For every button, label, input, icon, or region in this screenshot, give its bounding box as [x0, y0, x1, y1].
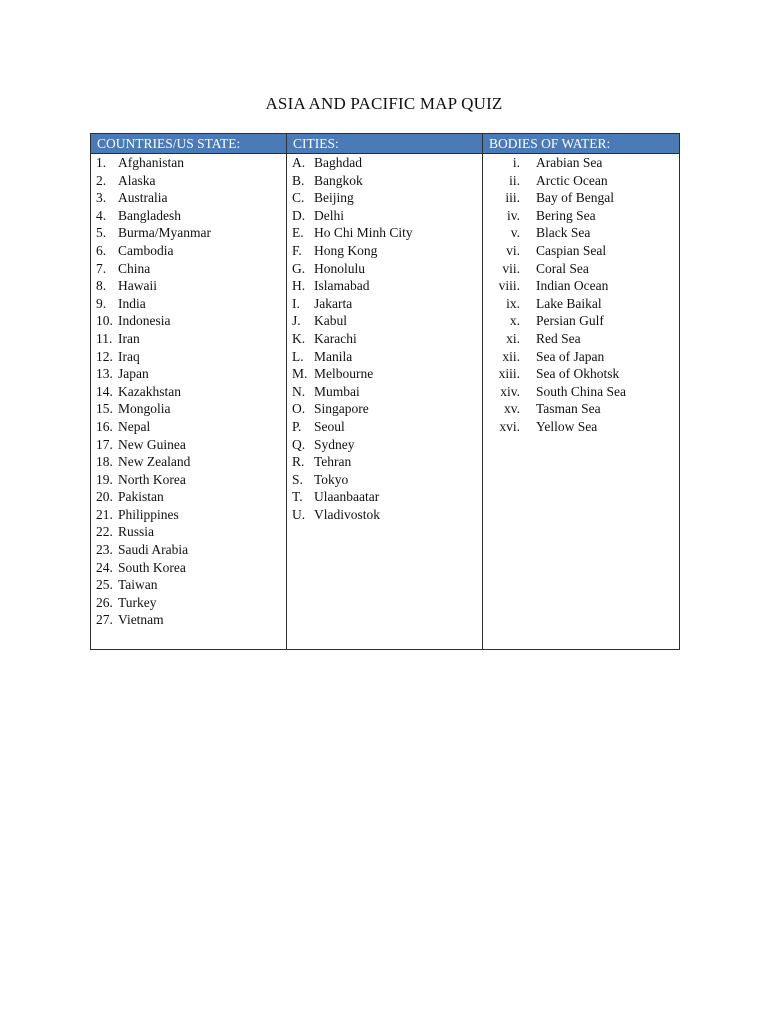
country-item — [96, 436, 286, 454]
item-marker: O. — [292, 401, 306, 417]
item-label: Sea of Okhotsk — [536, 366, 620, 382]
item-marker: 1. — [96, 155, 107, 170]
countries-cell — [91, 154, 287, 650]
item-marker: U. — [292, 506, 306, 522]
item-label: Melbourne — [314, 366, 374, 382]
item-label: Tehran — [314, 454, 352, 470]
item-label: Tasman Sea — [536, 401, 601, 417]
item-marker: 15. — [96, 401, 113, 417]
item-marker: 13. — [96, 366, 113, 382]
item-label: Taiwan — [118, 577, 158, 593]
item-label: Black Sea — [536, 225, 591, 241]
city-item — [292, 189, 482, 207]
item-marker: i. — [512, 155, 520, 170]
header-countries: COUNTRIES/US STATE: — [91, 134, 287, 154]
item-marker: K. — [292, 330, 306, 346]
water-body-item — [488, 207, 679, 225]
water-body-item — [488, 400, 679, 418]
item-label: Honolulu — [314, 260, 366, 276]
water-body-item — [488, 154, 679, 172]
item-marker: viii. — [498, 278, 520, 294]
water-body-item — [488, 418, 679, 436]
item-label: Nepal — [118, 418, 151, 434]
item-label: Coral Sea — [536, 260, 589, 276]
item-label: Kabul — [314, 313, 347, 329]
item-marker: E. — [292, 225, 304, 241]
item-label: Karachi — [314, 330, 357, 346]
item-label: New Zealand — [118, 454, 191, 470]
item-label: Russia — [118, 524, 155, 540]
item-label: Sea of Japan — [536, 348, 605, 364]
item-label: Bering Sea — [536, 207, 596, 223]
item-label: South China Sea — [536, 383, 626, 399]
water-body-item — [488, 312, 679, 330]
item-label: Ho Chi Minh City — [314, 225, 413, 241]
country-item — [96, 224, 286, 242]
item-label: Iran — [118, 330, 140, 346]
item-marker: H. — [292, 278, 306, 294]
body-row — [91, 154, 680, 650]
city-item — [292, 506, 482, 524]
city-item — [292, 365, 482, 383]
item-marker: 7. — [96, 260, 107, 276]
item-marker: iii. — [505, 190, 520, 206]
country-item — [96, 330, 286, 348]
item-label: Vladivostok — [314, 506, 380, 522]
quiz-table — [90, 133, 680, 650]
item-label: Bangkok — [314, 172, 363, 188]
item-marker: 5. — [96, 225, 107, 241]
item-marker: xiv. — [500, 383, 520, 399]
item-label: Philippines — [118, 506, 179, 522]
city-item — [292, 172, 482, 190]
item-marker: xi. — [506, 330, 520, 346]
item-label: Indonesia — [118, 313, 171, 329]
item-label: Kazakhstan — [118, 383, 181, 399]
item-marker: 9. — [96, 295, 107, 311]
item-label: Cambodia — [118, 242, 174, 258]
item-marker: 18. — [96, 454, 113, 470]
item-marker: 17. — [96, 436, 113, 452]
item-label: Manila — [314, 348, 353, 364]
city-item — [292, 154, 482, 172]
item-marker: 3. — [96, 190, 107, 206]
item-marker: vii. — [502, 260, 520, 276]
header-bodies-of-water: BODIES OF WATER: — [483, 134, 680, 154]
city-item — [292, 242, 482, 260]
country-item — [96, 523, 286, 541]
water-body-item — [488, 383, 679, 401]
item-marker: xvi. — [499, 418, 520, 434]
country-item — [96, 277, 286, 295]
item-label: Jakarta — [314, 295, 353, 311]
item-label: Persian Gulf — [536, 313, 604, 329]
item-marker: ix. — [506, 295, 520, 311]
city-item — [292, 436, 482, 454]
item-marker: T. — [292, 489, 303, 505]
item-label: Yellow Sea — [536, 418, 598, 434]
item-label: Alaska — [118, 172, 156, 188]
item-marker: 26. — [96, 594, 113, 610]
item-label: Mongolia — [118, 401, 171, 417]
water-body-item — [488, 172, 679, 190]
item-marker: J. — [292, 313, 301, 329]
country-item — [96, 418, 286, 436]
item-label: New Guinea — [118, 436, 186, 452]
item-marker: 11. — [96, 330, 113, 346]
item-marker: 12. — [96, 348, 113, 364]
city-item — [292, 488, 482, 506]
item-label: Pakistan — [118, 489, 164, 505]
item-label: China — [118, 260, 151, 276]
item-marker: 23. — [96, 542, 113, 558]
country-item — [96, 189, 286, 207]
item-marker: 22. — [96, 524, 113, 540]
item-label: Turkey — [118, 594, 157, 610]
item-marker: 16. — [96, 418, 113, 434]
item-marker: v. — [510, 225, 520, 241]
country-item — [96, 172, 286, 190]
item-marker: F. — [292, 242, 302, 258]
item-label: Red Sea — [536, 330, 581, 346]
city-item — [292, 348, 482, 366]
country-item — [96, 541, 286, 559]
item-label: Indian Ocean — [536, 278, 609, 294]
item-marker: 2. — [96, 172, 107, 188]
country-item — [96, 154, 286, 172]
item-marker: P. — [292, 418, 302, 434]
city-item — [292, 312, 482, 330]
city-item — [292, 418, 482, 436]
item-marker: S. — [292, 471, 303, 487]
city-item — [292, 295, 482, 313]
water-body-item — [488, 330, 679, 348]
header-cities: CITIES: — [287, 134, 483, 154]
water-body-item — [488, 348, 679, 366]
bodies-of-water-cell — [483, 154, 680, 650]
item-marker: B. — [292, 172, 305, 188]
country-item — [96, 295, 286, 313]
header-row — [91, 134, 680, 154]
water-body-item — [488, 295, 679, 313]
item-marker: 24. — [96, 559, 113, 575]
item-label: Beijing — [314, 190, 354, 206]
item-label: Islamabad — [314, 278, 370, 294]
item-marker: vi. — [506, 242, 520, 258]
item-marker: G. — [292, 260, 306, 276]
water-body-item — [488, 365, 679, 383]
cities-cell — [287, 154, 483, 650]
item-marker: iv. — [507, 207, 520, 223]
item-label: Ulaanbaatar — [314, 489, 380, 505]
item-marker: 10. — [96, 313, 113, 329]
item-marker: ii. — [509, 172, 520, 188]
item-label: Japan — [118, 366, 149, 382]
item-label: Hawaii — [118, 278, 157, 294]
city-item — [292, 471, 482, 489]
item-marker: 25. — [96, 577, 113, 593]
city-item — [292, 224, 482, 242]
water-body-item — [488, 277, 679, 295]
item-marker: 20. — [96, 489, 113, 505]
water-body-item — [488, 189, 679, 207]
country-item — [96, 576, 286, 594]
city-item — [292, 330, 482, 348]
item-marker: 14. — [96, 383, 113, 399]
item-marker: N. — [292, 383, 306, 399]
country-item — [96, 506, 286, 524]
item-label: Singapore — [314, 401, 369, 417]
country-item — [96, 559, 286, 577]
item-label: Arctic Ocean — [536, 172, 608, 188]
item-label: India — [118, 295, 146, 311]
city-item — [292, 207, 482, 225]
country-item — [96, 348, 286, 366]
item-label: Sydney — [314, 436, 355, 452]
item-marker: Q. — [292, 436, 306, 452]
item-label: Burma/Myanmar — [118, 225, 211, 241]
country-item — [96, 400, 286, 418]
item-label: South Korea — [118, 559, 186, 575]
city-item — [292, 453, 482, 471]
item-label: Iraq — [118, 348, 140, 364]
item-marker: xiii. — [498, 366, 520, 382]
item-label: Bangladesh — [118, 207, 181, 223]
page-title: ASIA AND PACIFIC MAP QUIZ — [265, 94, 503, 113]
country-item — [96, 453, 286, 471]
item-label: North Korea — [118, 471, 186, 487]
item-label: Delhi — [314, 207, 344, 223]
item-marker: xii. — [502, 348, 520, 364]
item-label: Tokyo — [314, 471, 349, 487]
country-item — [96, 383, 286, 401]
water-body-item — [488, 260, 679, 278]
city-item — [292, 383, 482, 401]
item-marker: x. — [509, 313, 520, 329]
item-marker: xv. — [504, 401, 520, 417]
country-item — [96, 207, 286, 225]
item-marker: D. — [292, 207, 306, 223]
item-marker: R. — [292, 454, 305, 470]
city-item — [292, 260, 482, 278]
item-marker: L. — [292, 348, 304, 364]
countries-list — [96, 154, 286, 629]
item-label: Afghanistan — [118, 155, 184, 170]
country-item — [96, 488, 286, 506]
item-label: Bay of Bengal — [536, 190, 614, 206]
city-item — [292, 400, 482, 418]
item-label: Hong Kong — [314, 242, 378, 258]
item-marker: C. — [292, 190, 305, 206]
country-item — [96, 594, 286, 612]
item-marker: 6. — [96, 242, 107, 258]
water-body-item — [488, 242, 679, 260]
item-label: Lake Baikal — [536, 295, 602, 311]
item-label: Baghdad — [314, 155, 362, 170]
country-item — [96, 611, 286, 629]
item-marker: 4. — [96, 207, 107, 223]
item-marker: 21. — [96, 506, 113, 522]
item-label: Vietnam — [118, 612, 164, 628]
bodies-of-water-list — [488, 154, 679, 436]
water-body-item — [488, 224, 679, 242]
item-marker: 19. — [96, 471, 113, 487]
item-label: Caspian Seal — [536, 242, 607, 258]
item-label: Saudi Arabia — [118, 542, 189, 558]
item-label: Arabian Sea — [536, 155, 603, 170]
country-item — [96, 260, 286, 278]
item-marker: 27. — [96, 612, 113, 628]
item-marker: 8. — [96, 278, 107, 294]
item-label: Australia — [118, 190, 168, 206]
city-item — [292, 277, 482, 295]
item-marker: I. — [292, 295, 300, 311]
item-marker: A. — [292, 155, 306, 170]
country-item — [96, 365, 286, 383]
country-item — [96, 312, 286, 330]
country-item — [96, 242, 286, 260]
cities-list — [292, 154, 482, 523]
item-label: Seoul — [314, 418, 345, 434]
country-item — [96, 471, 286, 489]
item-marker: M. — [292, 366, 308, 382]
item-label: Mumbai — [314, 383, 360, 399]
